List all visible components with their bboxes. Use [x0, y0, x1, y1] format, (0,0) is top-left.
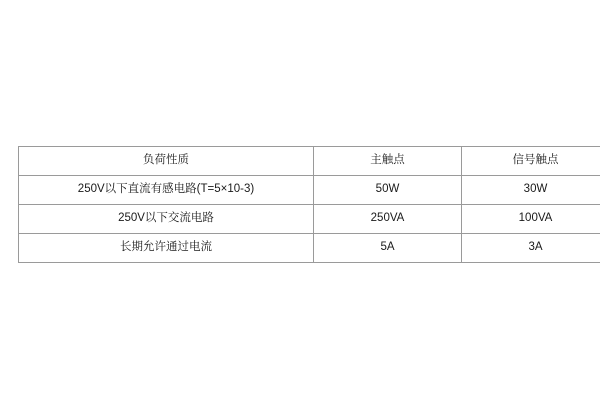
table-header-row [19, 147, 600, 176]
table-row [19, 176, 600, 205]
cell-main-contact: 250VA [314, 205, 462, 234]
column-header-load-property: 负荷性质 [19, 147, 314, 176]
cell-load-property: 250V以下直流有感电路(T=5×10-3) [19, 176, 314, 205]
column-header-signal-contact: 信号触点 [462, 147, 600, 176]
cell-main-contact: 50W [314, 176, 462, 205]
spec-table-container [18, 146, 582, 263]
cell-signal-contact: 30W [462, 176, 600, 205]
table-row [19, 234, 600, 263]
cell-signal-contact: 3A [462, 234, 600, 263]
cell-load-property: 250V以下交流电路 [19, 205, 314, 234]
column-header-main-contact: 主触点 [314, 147, 462, 176]
contact-capacity-table [18, 146, 600, 263]
cell-main-contact: 5A [314, 234, 462, 263]
cell-signal-contact: 100VA [462, 205, 600, 234]
cell-load-property: 长期允许通过电流 [19, 234, 314, 263]
table-row [19, 205, 600, 234]
